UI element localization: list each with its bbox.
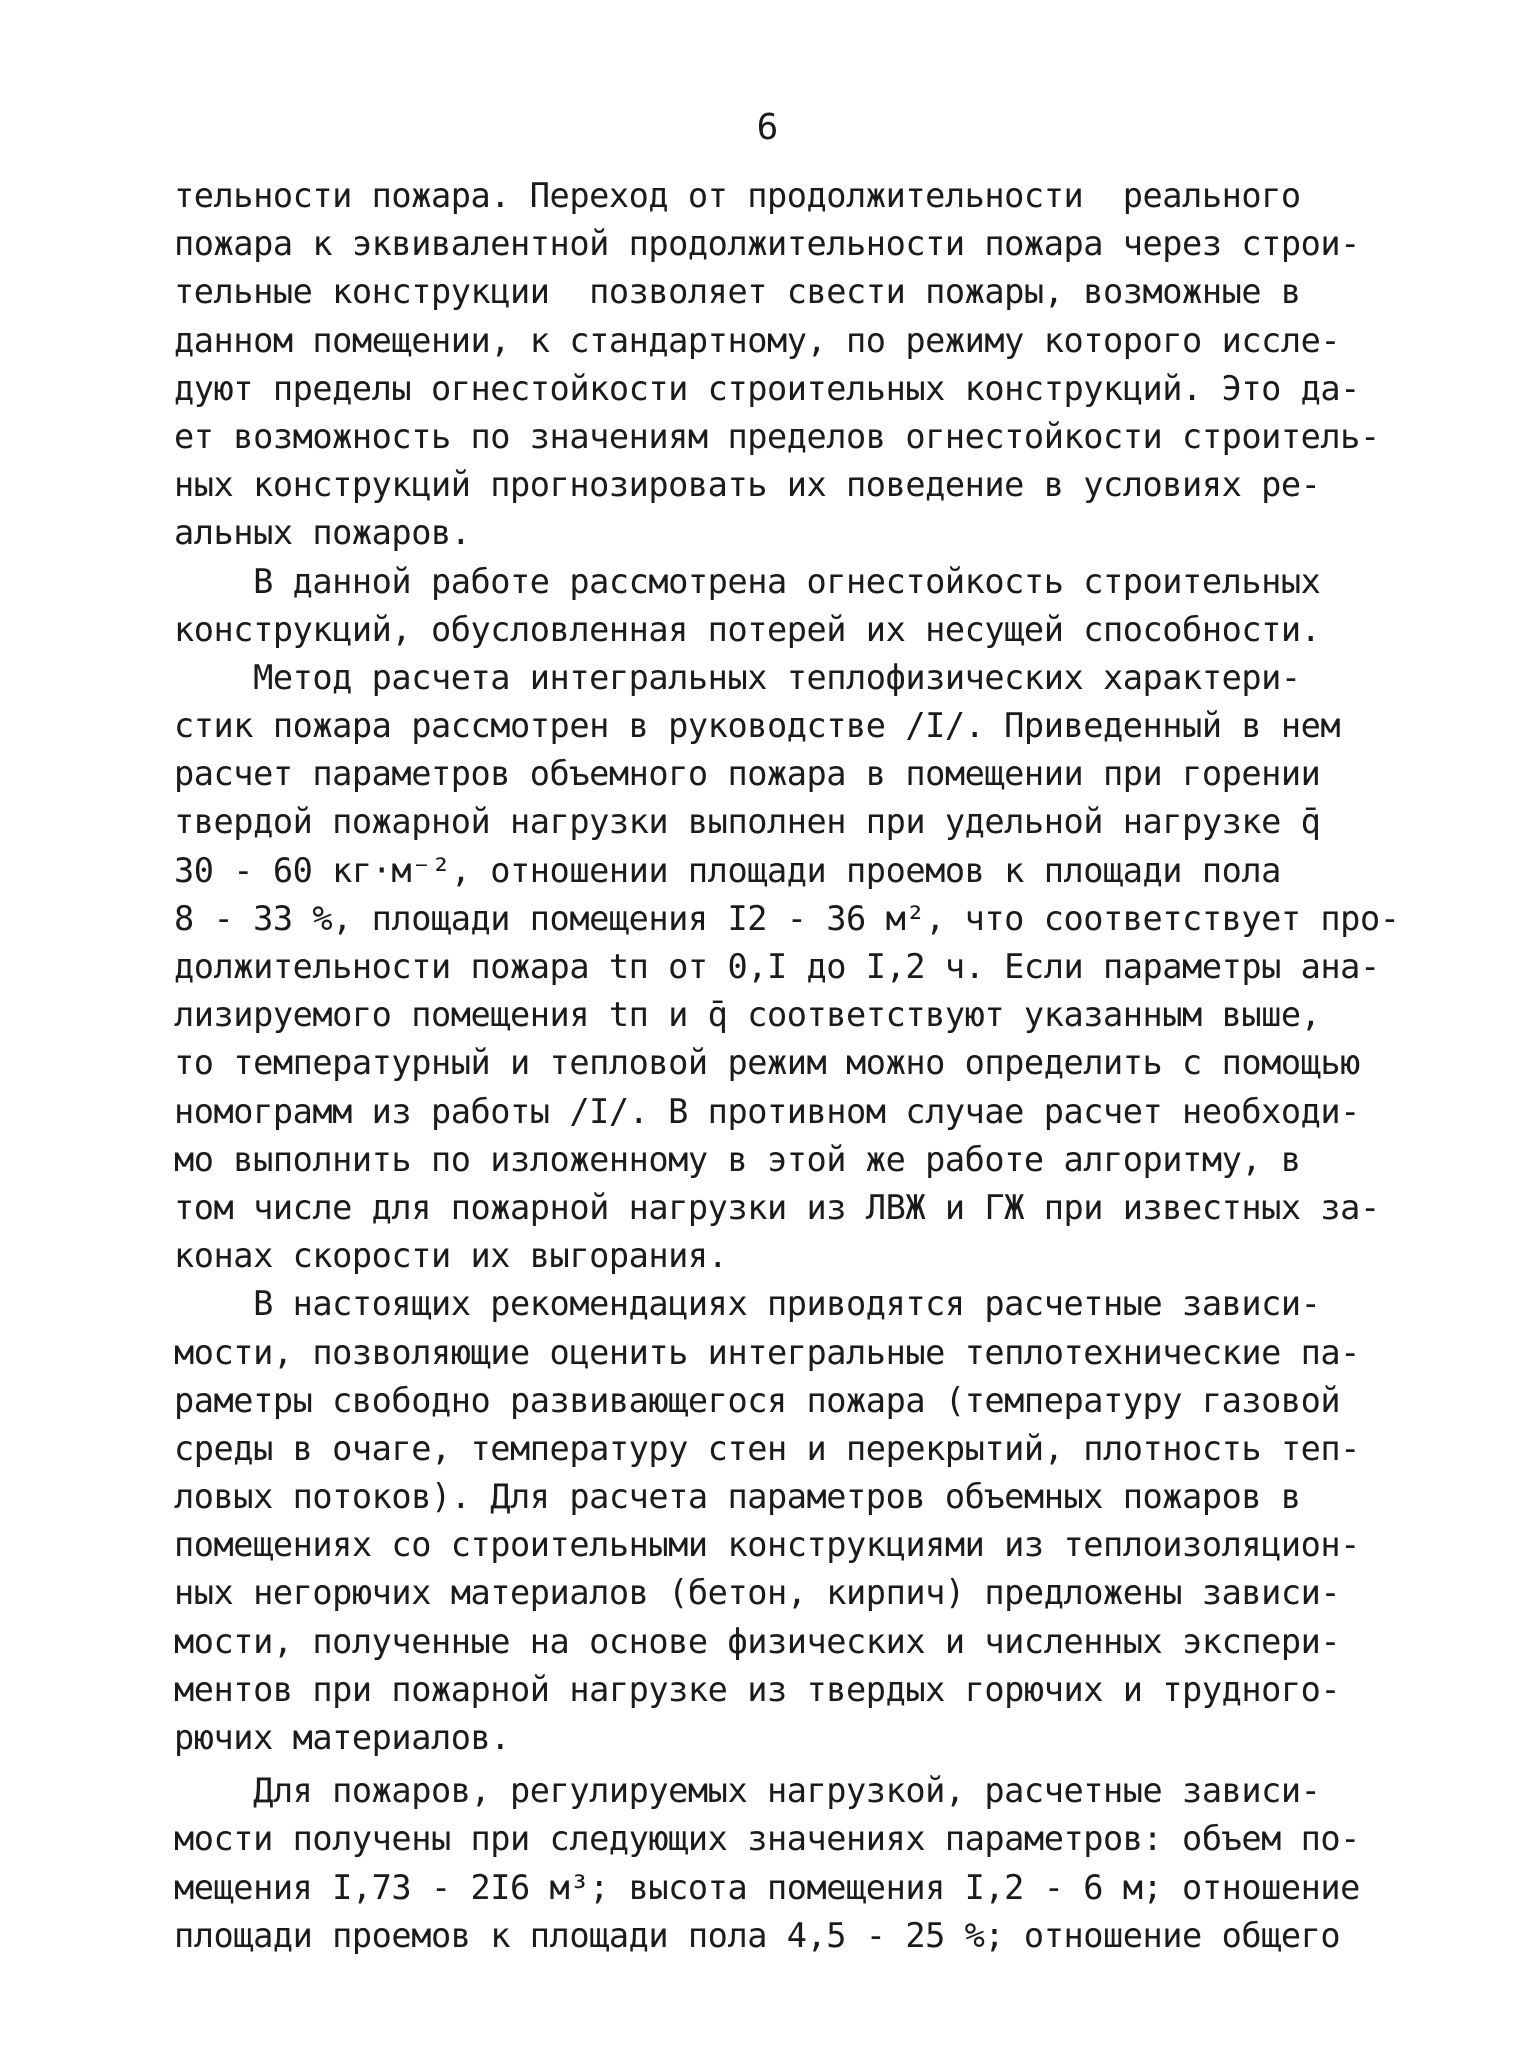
text-line: дуют пределы огнестойкости строительных конструкций. Это да- bbox=[174, 368, 1360, 408]
text-line: тельности пожара. Переход от продолжительности реального bbox=[174, 176, 1301, 215]
text-line: раметры свободно развивающегося пожара (температуру газовой bbox=[174, 1380, 1341, 1420]
paragraph bbox=[174, 654, 1404, 1280]
document-body bbox=[174, 172, 1404, 1960]
text-line: альных пожаров. bbox=[174, 513, 471, 553]
text-line: мости, полученные на основе физических и численных экспери- bbox=[174, 1621, 1341, 1661]
text-line: В данной работе рассмотрена огнестойкость строительных bbox=[174, 561, 1321, 601]
text-line: 8 - 33 %, площади помещения I2 - 36 м², что соответствует про- bbox=[174, 898, 1400, 938]
text-line: рючих материалов. bbox=[174, 1718, 511, 1757]
text-line: мости, позволяющие оценить интегральные теплотехнические па- bbox=[174, 1332, 1360, 1372]
text-line: Метод расчета интегральных теплофизических характери- bbox=[174, 657, 1301, 697]
paragraph bbox=[174, 1280, 1404, 1762]
text-line: пожара к эквивалентной продолжительности пожара через строи- bbox=[174, 224, 1360, 264]
text-line: стик пожара рассмотрен в руководстве /I/. Приведенный в нем bbox=[174, 706, 1341, 746]
text-line: ных конструкций прогнозировать их поведение в условиях ре- bbox=[174, 465, 1321, 505]
text-line: ных негорючих материалов (бетон, кирпич) предложены зависи- bbox=[174, 1573, 1341, 1613]
text-line: площади проемов к площади пола 4,5 - 25 %; отношение общего bbox=[174, 1915, 1341, 1955]
text-line: конструкций, обусловленная потерей их несущей способности. bbox=[174, 609, 1321, 649]
text-line: помещениях со строительными конструкциями из теплоизоляцион- bbox=[174, 1525, 1360, 1565]
text-line: твердой пожарной нагрузки выполнен при удельной нагрузке q̄ bbox=[174, 802, 1321, 842]
paragraph bbox=[174, 1767, 1404, 1960]
text-line: должительности пожара tп от 0,I до I,2 ч. Если параметры ана- bbox=[174, 947, 1380, 986]
text-line: ет возможность по значениям пределов огнестойкости строитель- bbox=[174, 416, 1380, 456]
text-line: лизируемого помещения tп и q̄ соответствуют указанным выше, bbox=[174, 995, 1321, 1035]
paragraph bbox=[174, 172, 1404, 558]
text-line: мости получены при следующих значениях параметров: объем по- bbox=[174, 1819, 1360, 1859]
text-line: мещения I,73 - 2I6 м³; высота помещения I,2 - 6 м; отношение bbox=[174, 1867, 1360, 1907]
text-line: расчет параметров объемного пожара в помещении при горении bbox=[174, 754, 1321, 794]
text-line: ловых потоков). Для расчета параметров объемных пожаров в bbox=[174, 1477, 1301, 1517]
text-line: В настоящих рекомендациях приводятся расчетные зависи- bbox=[174, 1284, 1321, 1324]
text-line: то температурный и тепловой режим можно определить с помощью bbox=[174, 1043, 1360, 1083]
text-line: конах скорости их выгорания. bbox=[174, 1236, 728, 1276]
paragraph bbox=[174, 558, 1404, 654]
text-line: данном помещении, к стандартному, по режиму которого иссле- bbox=[174, 320, 1341, 360]
page-number: 6 bbox=[756, 107, 779, 148]
text-line: тельные конструкции позволяет свести пожары, возможные в bbox=[174, 272, 1301, 312]
text-line: мо выполнить по изложенному в этой же работе алгоритму, в bbox=[174, 1139, 1301, 1179]
text-line: том числе для пожарной нагрузки из ЛВЖ и ГЖ при известных за- bbox=[174, 1187, 1380, 1227]
text-line: номограмм из работы /I/. В противном случае расчет необходи- bbox=[174, 1091, 1360, 1131]
text-line: ментов при пожарной нагрузке из твердых горючих и трудного- bbox=[174, 1669, 1341, 1709]
text-line: среды в очаге, температуру стен и перекрытий, плотность теп- bbox=[174, 1428, 1360, 1468]
text-line: 30 - 60 кг·м⁻², отношении площади проемов к площади пола bbox=[174, 850, 1281, 890]
text-line: Для пожаров, регулируемых нагрузкой, расчетные зависи- bbox=[174, 1771, 1321, 1811]
